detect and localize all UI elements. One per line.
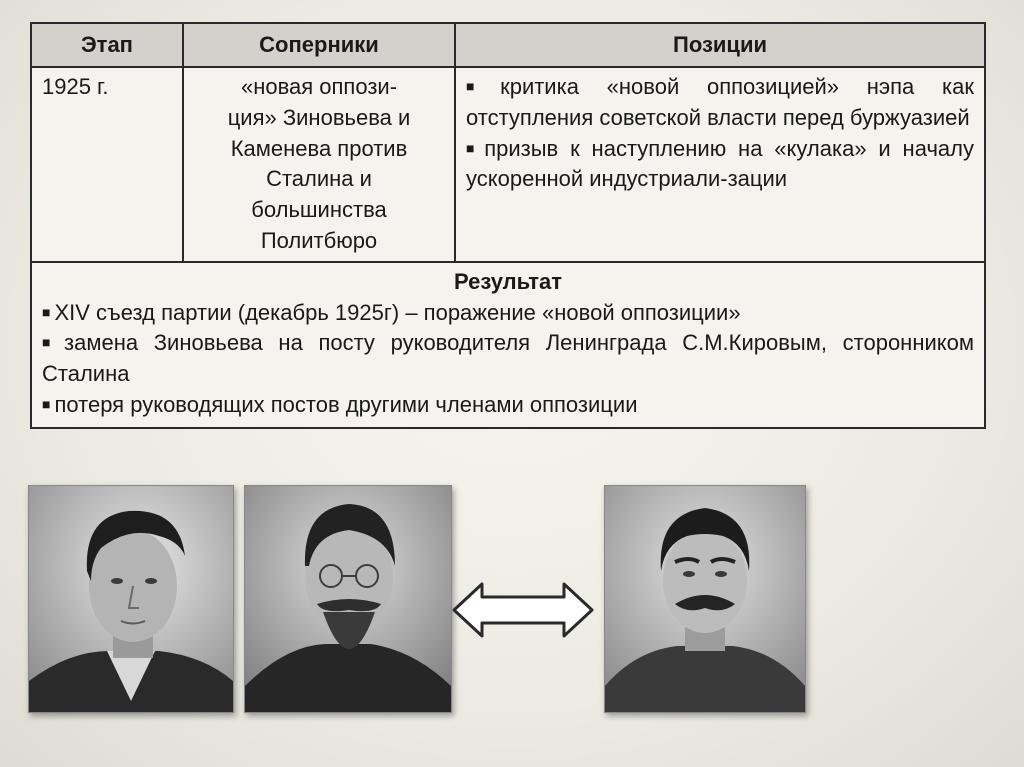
stage-cell (31, 67, 183, 262)
header-positions: Позиции (455, 23, 985, 67)
positions-cell (455, 67, 985, 262)
position-text: критика «новой оппозицией» нэпа как отступления советской власти перед буржуазией (466, 74, 974, 130)
position-item (466, 134, 974, 196)
header-rivals: Соперники (183, 23, 455, 67)
rivals-line: «новая оппози- (240, 74, 398, 99)
stage-row (31, 67, 985, 262)
header-stage: Этап (31, 23, 183, 67)
bullet-icon: ■ (42, 334, 61, 351)
rivals-line: Политбюро (260, 227, 378, 253)
bullet-icon: ■ (466, 139, 481, 156)
position-text: призыв к наступлению на «кулака» и началу ускоренной индустриали-зации (466, 135, 974, 192)
rivals-line: большинства (251, 197, 387, 223)
result-cell (31, 262, 985, 428)
portrait-kamenev (244, 485, 452, 713)
result-row (31, 262, 985, 428)
bullet-icon: ■ (42, 395, 51, 412)
double-arrow-icon (452, 582, 594, 638)
result-text: замена Зиновьева на посту руководителя Ленинграда С.М.Кировым, сторонником Сталина (42, 330, 974, 387)
rivals-line: ция» Зиновьева и (227, 104, 411, 130)
result-item (42, 328, 974, 390)
portrait-zinoviev (28, 485, 234, 713)
portrait-person-icon (29, 486, 233, 712)
rivals-line: Каменева против (230, 135, 408, 161)
portrait-stalin (604, 485, 806, 713)
header-row (31, 23, 985, 67)
stage-value: 1925 г. (42, 74, 109, 99)
bullet-icon: ■ (466, 78, 497, 94)
result-item (42, 390, 974, 421)
result-item (42, 298, 974, 329)
bullet-icon: ■ (42, 303, 51, 320)
portrait-person-icon (245, 486, 451, 712)
portrait-person-icon (605, 486, 805, 712)
rivals-line: Сталина и (266, 166, 372, 192)
position-item (466, 72, 974, 134)
result-text: потеря руководящих постов другими членами оппозиции (54, 391, 638, 417)
opposition-table (30, 22, 986, 429)
rivals-cell (183, 67, 455, 262)
result-title: Результат (453, 268, 563, 294)
result-text: XIV съезд партии (декабрь 1925г) – поражение «новой оппозиции» (54, 299, 741, 325)
